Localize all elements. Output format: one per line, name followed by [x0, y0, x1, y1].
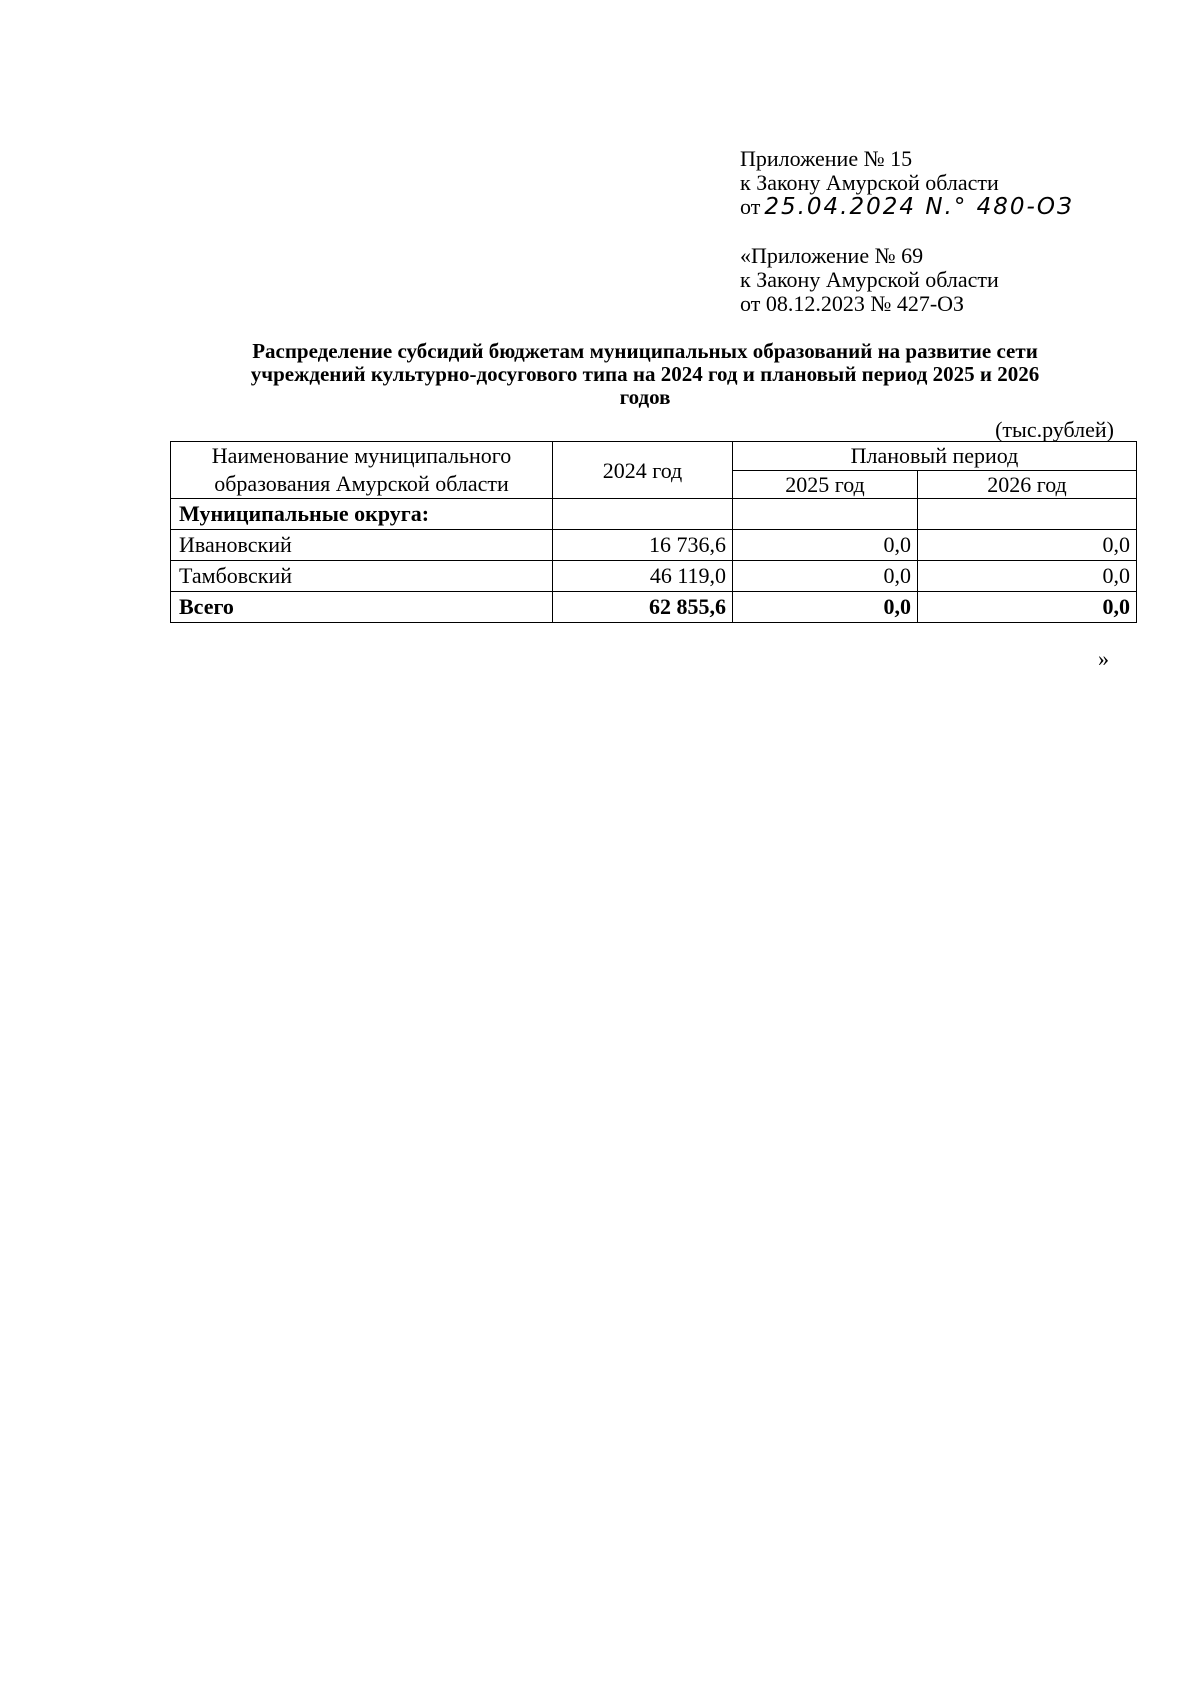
total-value-2025: 0,0 [733, 592, 918, 623]
row-value-2024: 46 119,0 [553, 561, 733, 592]
total-label: Всего [171, 592, 553, 623]
row-value-2026: 0,0 [918, 561, 1137, 592]
group-label: Муниципальные округа: [171, 499, 553, 530]
handwritten-date-number: 25.04.2024 N.° 480-ОЗ [764, 194, 1074, 220]
original-annex-number: «Приложение № 69 [740, 243, 924, 268]
group-cell-2025 [733, 499, 918, 530]
table-row [171, 561, 1137, 592]
title-line-3: годов [619, 385, 671, 409]
table-header-row [171, 442, 1137, 471]
header-planning-period: Плановый период [733, 442, 1137, 471]
annex-date-line [740, 195, 1160, 219]
header-municipality [171, 442, 553, 499]
annex-date-prefix: от [740, 194, 761, 219]
row-name: Тамбовский [171, 561, 553, 592]
row-value-2025: 0,0 [733, 561, 918, 592]
table-group-row [171, 499, 1137, 530]
original-annex-date: от 08.12.2023 № 427-ОЗ [740, 291, 965, 316]
table-total-row [171, 592, 1137, 623]
row-name: Ивановский [171, 530, 553, 561]
title-line-2: учреждений культурно-досугового типа на 2024 год и плановый период 2025 и 2026 [250, 362, 1040, 386]
closing-quote: » [1098, 646, 1109, 671]
group-cell-2026 [918, 499, 1137, 530]
total-value-2024: 62 855,6 [553, 592, 733, 623]
annex-number: Приложение № 15 [740, 146, 913, 171]
total-value-2026: 0,0 [918, 592, 1137, 623]
header-year-2026: 2026 год [918, 470, 1137, 499]
title-line-1: Распределение субсидий бюджетам муниципальных образований на развитие сети [252, 339, 1038, 363]
row-value-2025: 0,0 [733, 530, 918, 561]
annex-law-ref: к Закону Амурской области [740, 170, 999, 195]
original-annex-law-ref: к Закону Амурской области [740, 267, 999, 292]
table-row [171, 530, 1137, 561]
annex-original-header [740, 244, 1160, 316]
document-title [160, 340, 1130, 409]
header-year-2024: 2024 год [553, 442, 733, 499]
header-municipality-line-1: Наименование муниципального [211, 443, 512, 468]
units-label: (тыс.рублей) [995, 417, 1114, 442]
subsidy-table [170, 441, 1137, 623]
annex-current-header [740, 147, 1160, 219]
row-value-2026: 0,0 [918, 530, 1137, 561]
header-municipality-line-2: образования Амурской области [214, 471, 509, 496]
row-value-2024: 16 736,6 [553, 530, 733, 561]
group-cell-2024 [553, 499, 733, 530]
header-year-2025: 2025 год [733, 470, 918, 499]
